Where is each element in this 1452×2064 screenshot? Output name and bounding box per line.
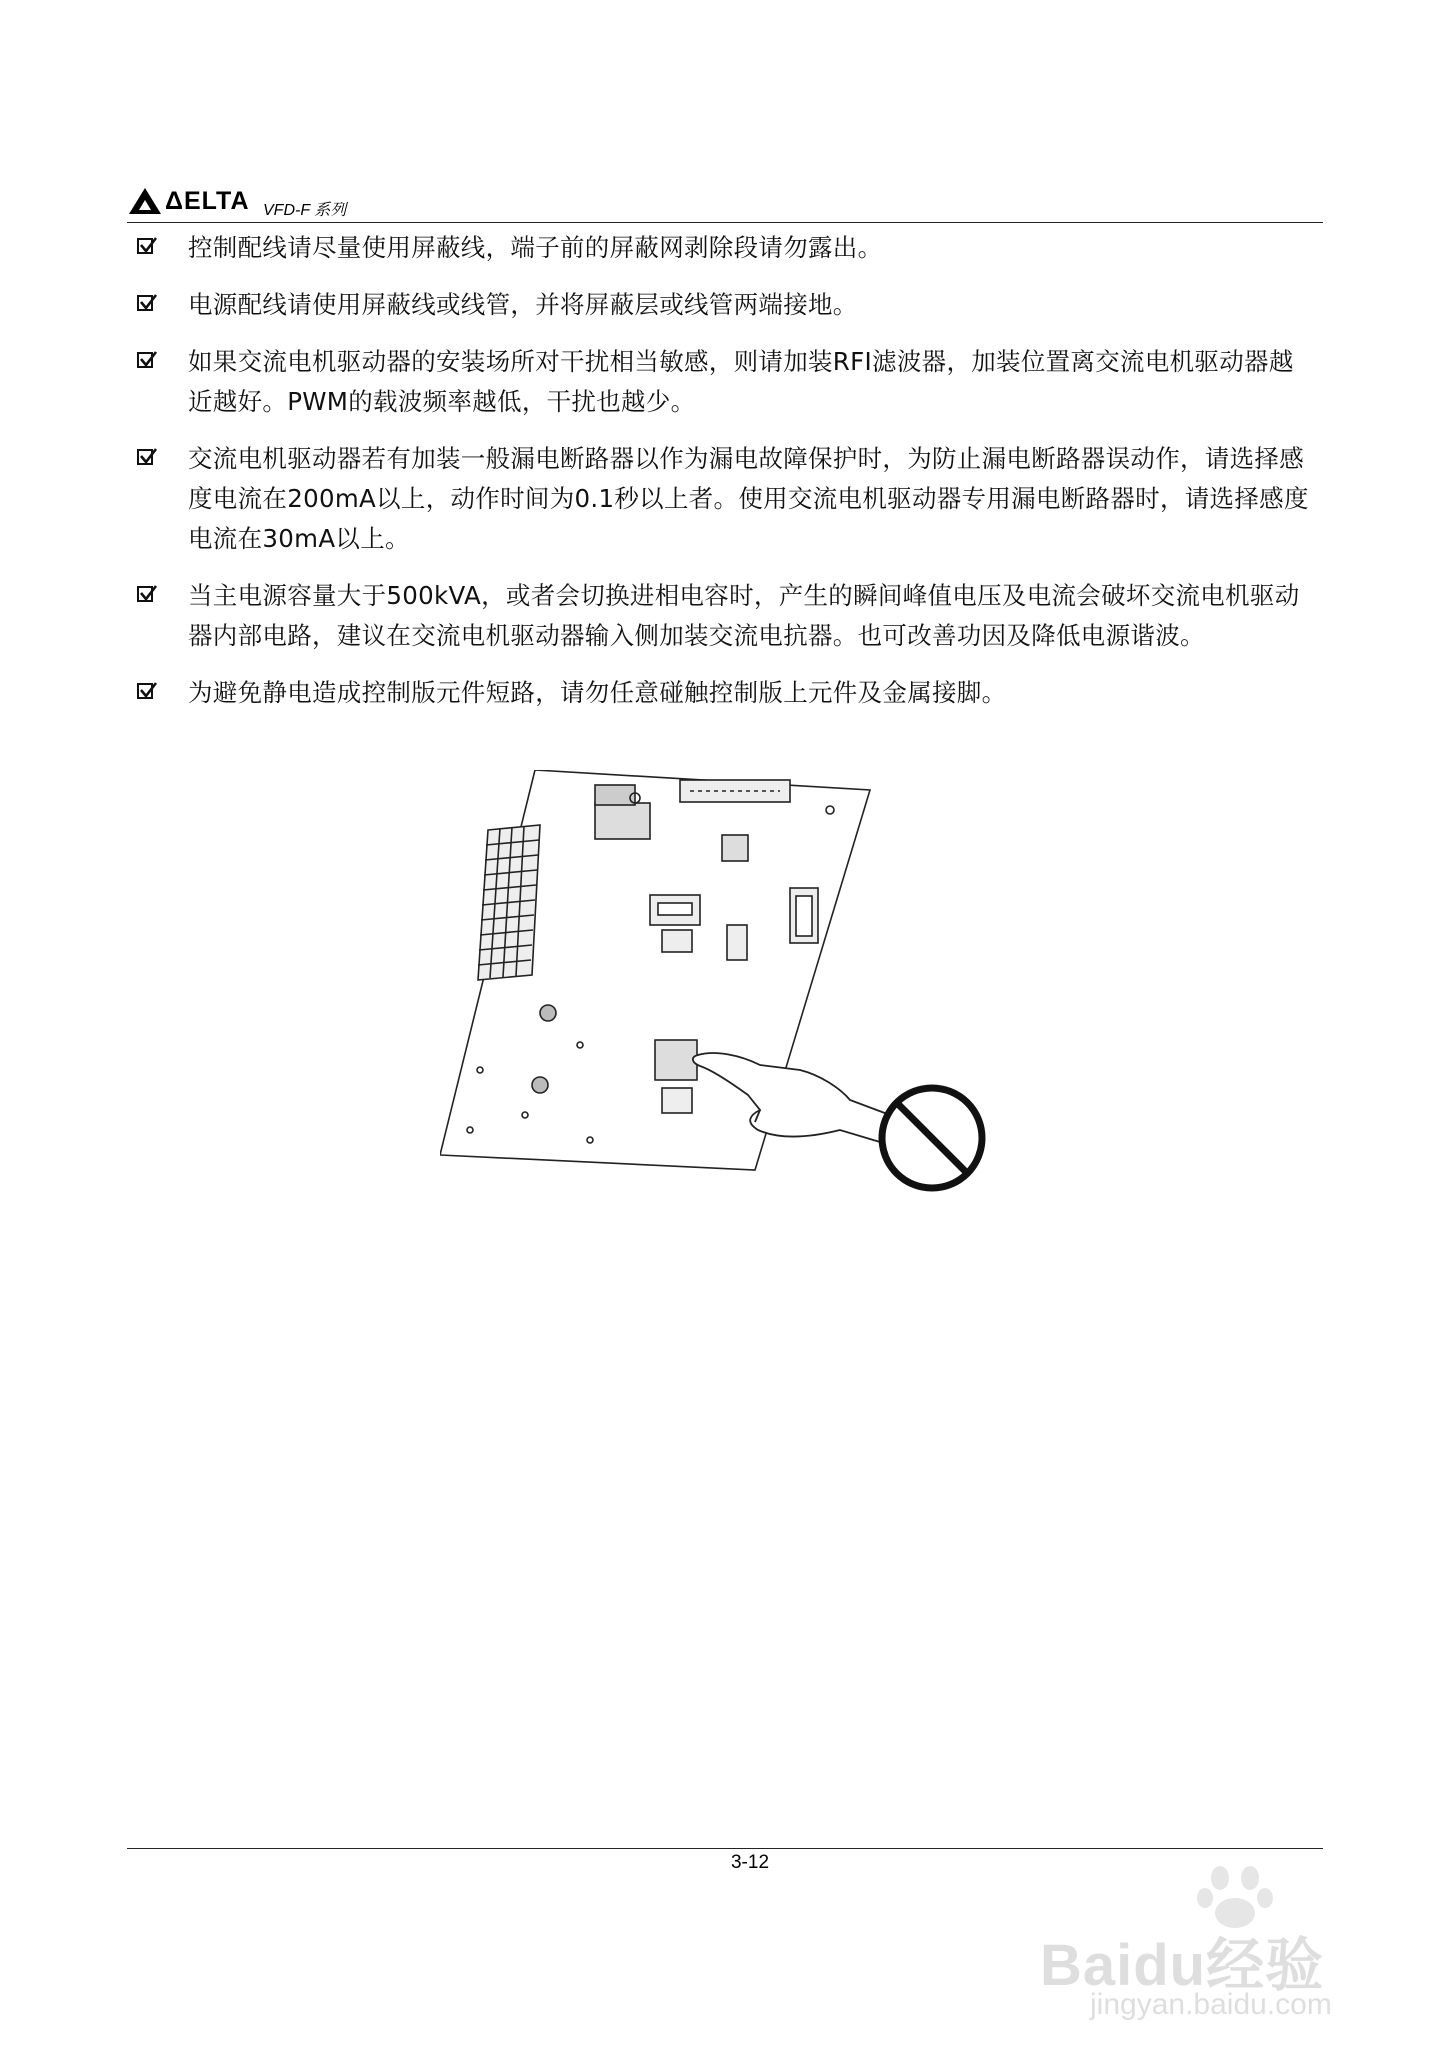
watermark-url: jingyan.baidu.com bbox=[1090, 1988, 1332, 2021]
small-ic bbox=[722, 835, 748, 861]
brand-name: ΔELTA bbox=[165, 186, 250, 215]
checked-box-icon bbox=[137, 295, 153, 311]
relay-component bbox=[595, 803, 650, 839]
watermark-main: Baidu经验 bbox=[1040, 1933, 1325, 1998]
bottom-connector bbox=[655, 1040, 697, 1080]
checked-box-icon bbox=[137, 238, 153, 254]
control-board-illustration bbox=[440, 770, 1015, 1200]
series-label: VFD-F 系列 bbox=[263, 202, 347, 219]
list-item-text: 控制配线请尽量使用屏蔽线，端子前的屏蔽网剥除段请勿露出。 bbox=[188, 233, 883, 262]
list-item bbox=[137, 285, 1327, 325]
checked-box-icon bbox=[137, 683, 153, 699]
delta-triangle-icon bbox=[127, 186, 163, 216]
list-item-text: 电源配线请使用屏蔽线或线管，并将屏蔽层或线管两端接地。 bbox=[188, 290, 858, 319]
precaution-list bbox=[137, 228, 1327, 730]
prohibited-icon bbox=[882, 1088, 982, 1188]
baidu-watermark bbox=[1030, 1858, 1410, 2038]
list-item-text: 为避免静电造成控制版元件短路，请勿任意碰触控制版上元件及金属接脚。 bbox=[188, 678, 1007, 707]
page-header bbox=[127, 182, 1323, 223]
list-item-text: 交流电机驱动器若有加装一般漏电断路器以作为漏电故障保护时，为防止漏电断路器误动作，请选择感度电流在200mA以上，动作时间为0.1秒以上者。使用交流电机驱动器专用漏电断路器时，请选择感度电流在30mA以上。 bbox=[188, 444, 1309, 553]
checked-box-icon bbox=[137, 586, 153, 602]
terminal-block bbox=[478, 825, 540, 980]
footer-divider bbox=[127, 1848, 1323, 1849]
delta-logo bbox=[127, 186, 250, 216]
page-number: 3-12 bbox=[730, 1852, 770, 1873]
list-item-text: 如果交流电机驱动器的安装场所对干扰相当敏感，则请加装RFI滤波器，加装位置离交流电机驱动器越近越好。PWM的载波频率越低，干扰也越少。 bbox=[188, 347, 1294, 416]
checked-box-icon bbox=[137, 352, 153, 368]
list-item bbox=[137, 673, 1327, 713]
pin-header bbox=[727, 925, 747, 960]
list-item bbox=[137, 576, 1327, 656]
checked-box-icon bbox=[137, 449, 153, 465]
list-item-text: 当主电源容量大于500kVA，或者会切换进相电容时，产生的瞬间峰值电压及电流会破坏交流电机驱动器内部电路，建议在交流电机驱动器输入侧加装交流电抗器。也可改善功因及降低电源谐波。 bbox=[188, 581, 1300, 650]
list-item bbox=[137, 342, 1327, 422]
list-item bbox=[137, 439, 1327, 559]
list-item bbox=[137, 228, 1327, 268]
